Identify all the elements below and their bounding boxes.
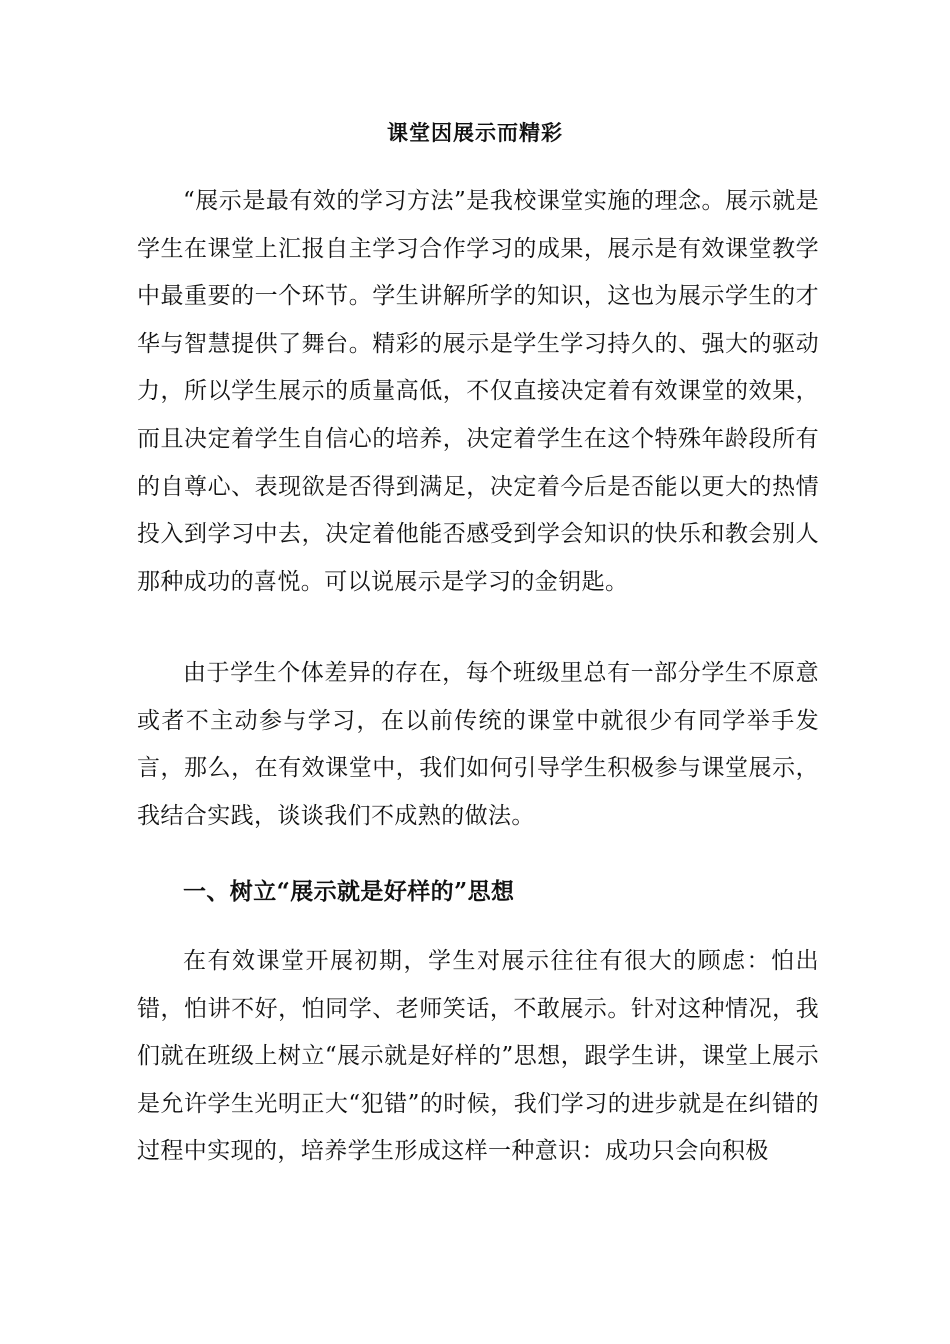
document-title: 课堂因展示而精彩 — [387, 120, 563, 145]
section-1-paragraph: 在有效课堂开展初期，学生对展示往往有很大的顾虑：怕出错，怕讲不好，怕同学、老师笑话，不敢展示。针对这种情况，我们就在班级上树立“展示就是好样的”思想，跟学生讲，课堂上展示是允许学生光明正大“犯错”的时候，我们学习的进步就是在纠错的过程中实现的，培养学生形成这样一种意识：成功只会向积极 — [137, 948, 819, 1165]
body-paragraph-2: 由于学生个体差异的存在，每个班级里总有一部分学生不原意或者不主动参与学习，在以前传统的课堂中就很少有同学举手发言，那么，在有效课堂中，我们如何引导学生积极参与课堂展示，我结合实践，谈谈我们不成熟的做法。 — [137, 660, 819, 829]
body-paragraph-1: “展示是最有效的学习方法”是我校课堂实施的理念。展示就是学生在课堂上汇报自主学习合作学习的成果，展示是有效课堂教学中最重要的一个环节。学生讲解所学的知识，这也为展示学生的才华与智慧提供了舞台。精彩的展示是学生学习持久的、强大的驱动力，所以学生展示的质量高低，不仅直接决定着有效课堂的效果，而且决定着学生自信心的培养，决定着学生在这个特殊年龄段所有的自尊心、表现欲是否得到满足，决定着今后是否能以更大的热情投入到学习中去，决定着他能否感受到学会知识的快乐和教会别人那种成功的喜悦。可以说展示是学习的金钥匙。 — [137, 188, 819, 595]
section-heading-1: 一、树立“展示就是好样的”思想 — [183, 878, 515, 905]
